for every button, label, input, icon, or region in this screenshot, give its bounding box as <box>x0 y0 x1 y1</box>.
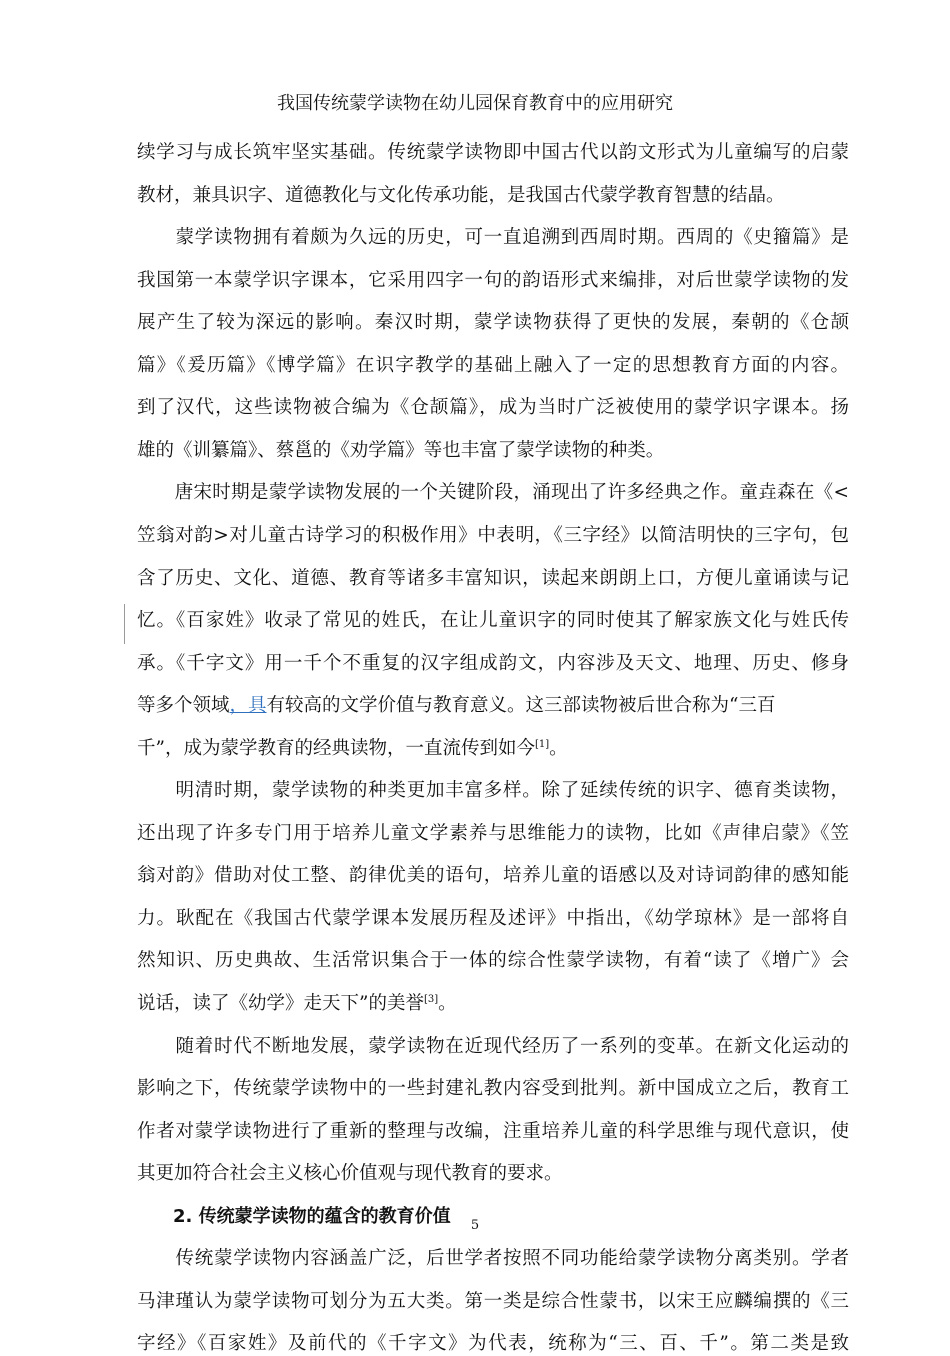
line-text: 承。《千字文》用一千个不重复的汉字组成韵文，内容涉及天文、地理、历史、修身 <box>137 652 849 674</box>
text-line <box>137 1290 849 1314</box>
text-line <box>137 141 849 165</box>
text-line <box>137 1120 849 1144</box>
line-text: 力。耿配在《我国古代蒙学课本发展历程及述评》中指出，《幼学琼林》是一部将自 <box>137 907 849 929</box>
line-text: 篇》《爰历篇》《博学篇》在识字教学的基础上融入了一定的思想教育方面的内容。 <box>137 354 849 376</box>
line-text: 翁对韵》借助对仗工整、韵律优美的语句，培养儿童的语感以及对诗词韵律的感知能 <box>137 865 849 887</box>
text-line <box>137 1077 849 1101</box>
page-header-title: 我国传统蒙学读物在幼儿园保育教育中的应用研究 <box>277 93 673 114</box>
text-line <box>137 609 849 633</box>
text-line <box>137 1162 849 1186</box>
line-text: 有较高的文学价值与教育意义。这三部读物被后世合称为“三百 <box>266 695 776 717</box>
line-text: 续学习与成长筑牢坚实基础。传统蒙学读物即中国古代以韵文形式为儿童编写的启蒙 <box>137 142 849 163</box>
text-line <box>137 1247 849 1271</box>
line-text: 。 <box>438 993 457 1014</box>
line-text: 笠翁对韵>对儿童古诗学习的积极作用》中表明，《三字经》以简洁明快的三字句，包 <box>137 524 849 546</box>
line-text: 展产生了较为深远的影响。秦汉时期，蒙学读物获得了更快的发展，秦朝的《仓颉 <box>137 312 849 334</box>
line-text: 等多个领域 <box>137 695 230 717</box>
citation-marker: [3] <box>423 994 439 1005</box>
text-line <box>137 864 849 888</box>
citation-marker: [1] <box>534 738 550 750</box>
line-text: 传统蒙学读物内容涵盖广泛，后世学者按照不同功能给蒙学读物分离类别。学者 <box>137 1248 849 1270</box>
tracked-change-link[interactable]: ，具 <box>229 695 267 717</box>
line-text: 唐宋时期是蒙学读物发展的一个关键阶段，涌现出了许多经典之作。童垚森在《< <box>137 482 849 504</box>
text-line <box>137 354 849 378</box>
text-line <box>137 694 849 718</box>
line-text: 作者对蒙学读物进行了重新的整理与改编，注重培养儿童的科学思维与现代意识，使 <box>137 1120 849 1142</box>
line-text: 说话，读了《幼学》走天下”的美誉 <box>137 993 424 1014</box>
line-text: 影响之下，传统蒙学读物中的一些封建礼教内容受到批判。新中国成立之后，教育工 <box>137 1078 849 1100</box>
line-text: 含了历史、文化、道德、教育等诸多丰富知识，读起来朗朗上口，方便儿童诵读与记 <box>137 567 849 589</box>
line-text: 还出现了许多专门用于培养儿童文学素养与思维能力的读物，比如《声律启蒙》《笠 <box>137 822 849 844</box>
line-text: 蒙学读物拥有着颇为久远的历史，可一直追溯到西周时期。西周的《史籀篇》是 <box>137 227 849 249</box>
text-line <box>137 226 849 250</box>
line-text: 明清时期，蒙学读物的种类更加丰富多样。除了延续传统的识字、德育类读物， <box>137 780 849 802</box>
text-line <box>137 737 849 761</box>
text-line <box>137 439 849 463</box>
text-line <box>137 949 849 973</box>
line-text: 其更加符合社会主义核心价值观与现代教育的要求。 <box>137 1163 563 1185</box>
line-text: 然知识、历史典故、生活常识集合于一体的综合性蒙学读物，有着“读了《增广》会 <box>137 950 849 972</box>
text-line <box>137 184 849 208</box>
text-line <box>137 269 849 293</box>
line-text: 教材，兼具识字、道德教化与文化传承功能，是我国古代蒙学教育智慧的结晶。 <box>137 184 785 206</box>
text-line <box>137 1035 849 1059</box>
text-cursor <box>124 604 125 644</box>
line-text: 雄的《训纂篇》、蔡邕的《劝学篇》等也丰富了蒙学读物的种类。 <box>137 439 665 461</box>
text-line <box>137 907 849 931</box>
text-line <box>137 1332 849 1356</box>
line-text: 忆。《百家姓》收录了常见的姓氏，在让儿童识字的同时使其了解家族文化与姓氏传 <box>137 610 849 632</box>
text-line <box>137 822 849 846</box>
text-line <box>137 567 849 591</box>
line-text: 字经》《百家姓》及前代的《千字文》为代表，统称为“三、百、千”。第二类是致 <box>137 1333 849 1355</box>
page-number: 5 <box>470 1218 480 1233</box>
line-text: 随着时代不断地发展，蒙学读物在近现代经历了一系列的变革。在新文化运动的 <box>137 1035 849 1057</box>
line-text: 2. 传统蒙学读物的蕴含的教育价值 <box>137 1205 451 1227</box>
text-line <box>137 992 849 1016</box>
text-line <box>137 652 849 676</box>
text-line <box>137 779 849 803</box>
line-text: 马津瑾认为蒙学读物可划分为五大类。第一类是综合性蒙书，以宋王应麟编撰的《三 <box>137 1290 849 1312</box>
line-text: 到了汉代，这些读物被合编为《仓颉篇》，成为当时广泛被使用的蒙学识字课本。扬 <box>137 397 849 419</box>
line-text: 我国第一本蒙学识字课本，它采用四字一句的韵语形式来编排，对后世蒙学读物的发 <box>137 269 849 291</box>
line-text: 。 <box>549 737 568 759</box>
text-line <box>137 481 849 505</box>
text-line <box>137 311 849 335</box>
text-line <box>137 396 849 420</box>
line-text: 千”，成为蒙学教育的经典读物，一直流传到如今 <box>137 737 535 759</box>
text-line <box>137 524 849 548</box>
